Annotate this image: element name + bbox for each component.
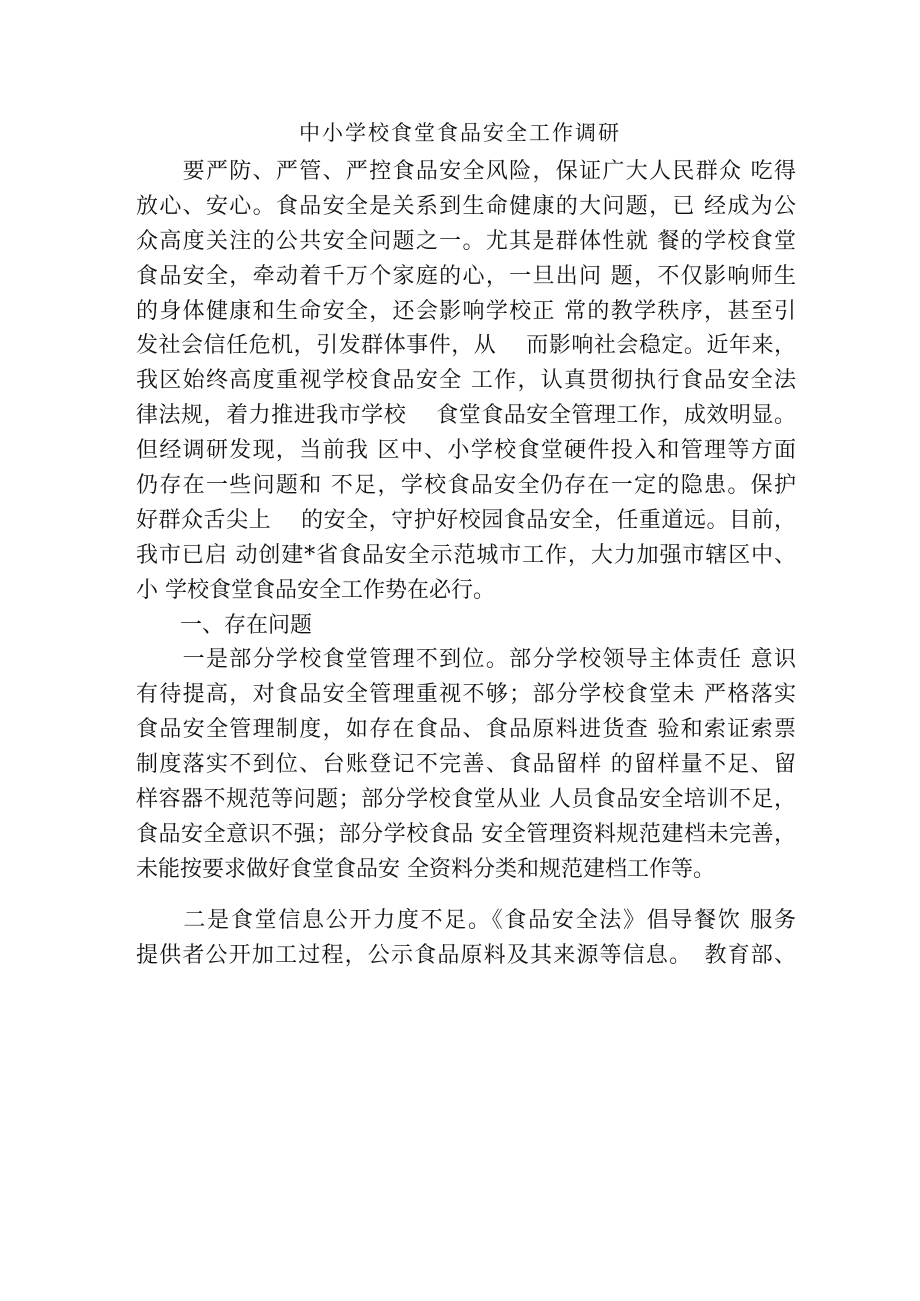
- paragraph-line: 未能按要求做好食堂食品安 全资料分类和规范建档工作等。: [136, 856, 715, 882]
- document-title: 中小学校食堂食品安全工作调研: [299, 121, 621, 145]
- paragraph-line: 的身体健康和生命安全，还会影响学校正 常的教学秩序，甚至引: [136, 298, 796, 324]
- paragraph-line: 食品安全意识不强；部分学校食品 安全管理资料规范建档未完善，: [136, 821, 796, 847]
- paragraph-line: 众高度关注的公共安全问题之一。尤其是群体性就 餐的学校食堂: [136, 228, 796, 254]
- heading-line: 一、存在问题: [136, 612, 313, 638]
- paragraph-line: 提供者公开加工过程，公示食品原料及其来源等信息。 教育部、: [136, 942, 796, 968]
- paragraph-line: 仍存在一些问题和 不足，学校食品安全仍存在一定的隐患。保护: [136, 473, 796, 499]
- paragraph-line: 但经调研发现，当前我 区中、小学校食堂硬件投入和管理等方面: [136, 438, 796, 464]
- paragraph-line: 食品安全，牵动着千万个家庭的心，一旦出问 题，不仅影响师生: [136, 263, 796, 289]
- paragraph-line: 小 学校食堂食品安全工作势在必行。: [136, 577, 495, 603]
- paragraph-spacer: [136, 888, 796, 904]
- problem-2-paragraph: [136, 904, 796, 974]
- problem-1-paragraph: [136, 643, 796, 887]
- section-heading: [136, 609, 796, 644]
- paragraph-line: 一是部分学校食堂管理不到位。部分学校领导主体责任 意识: [136, 647, 796, 673]
- paragraph-line: 发社会信任危机，引发群体事件，从 而影响社会稳定。近年来，: [136, 333, 796, 359]
- paragraph-line: 要严防、严管、严控食品安全风险，保证广大人民群众 吃得: [136, 159, 796, 184]
- paragraph-line: 制度落实不到位、台账登记不完善、食品留样 的留样量不足、留: [136, 752, 796, 778]
- paragraph-line: 好群众舌尖上 的安全，守护好校园食品安全，任重道远。目前，: [136, 507, 796, 533]
- intro-paragraph: [136, 155, 796, 609]
- paragraph-line: 样容器不规范等问题；部分学校食堂从业 人员食品安全培训不足，: [136, 787, 796, 813]
- paragraph-line: 我市已启 动创建*省食品安全示范城市工作，大力加强市辖区中、: [136, 542, 796, 568]
- paragraph-line: 我区始终高度重视学校食品安全 工作，认真贯彻执行食品安全法: [136, 368, 796, 394]
- paragraph-line: 放心、安心。食品安全是关系到生命健康的大问题，已 经成为公: [136, 193, 796, 219]
- paragraph-line: 食品安全管理制度，如存在食品、食品原料进货查 验和索证索票: [136, 717, 796, 743]
- paragraph-line: 律法规，着力推进我市学校 食堂食品安全管理工作，成效明显。: [136, 403, 796, 429]
- paragraph-line: 有待提高，对食品安全管理重视不够；部分学校食堂未 严格落实: [136, 682, 796, 708]
- document-body: [136, 155, 796, 973]
- paragraph-line: 二是食堂信息公开力度不足。《食品安全法》倡导餐饮 服务: [136, 907, 796, 933]
